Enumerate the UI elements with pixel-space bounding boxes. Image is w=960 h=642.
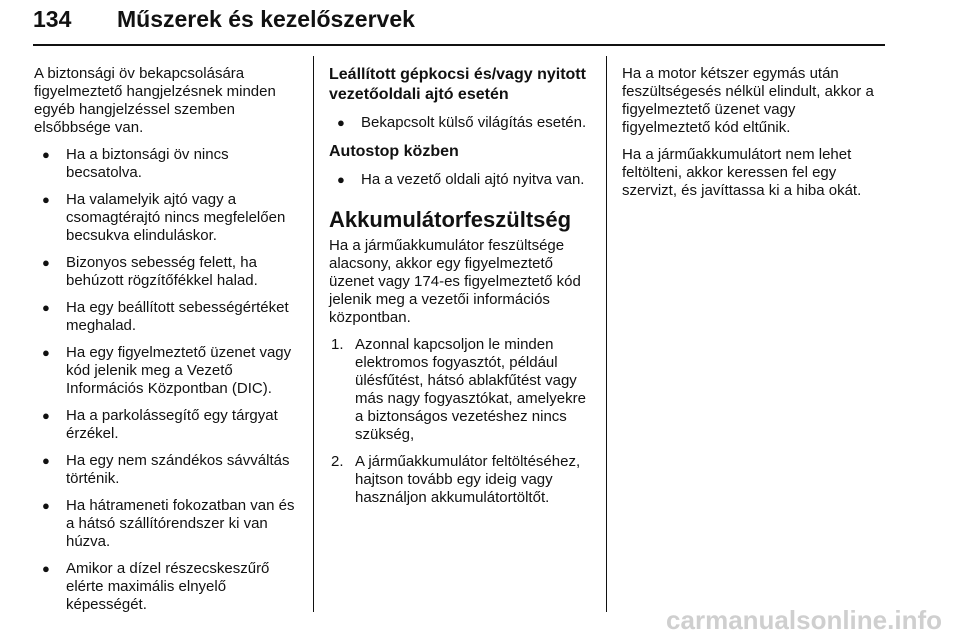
subheading-autostop: Autostop közben — [329, 143, 459, 160]
subheading-parked-vehicle: Leállított gépkocsi és/vagy nyitott vezetőoldali ajtó esetén — [329, 66, 586, 103]
step-text: Azonnal kapcsoljon le minden elektromos fogyasztót, például ülésfűtést, hátsó ablakfűtést vagy más nagy fogyasztókat, amelyekre a biztonságos vezetéshez nincs szükség, — [355, 336, 586, 443]
parked-vehicle-list — [329, 114, 597, 132]
section-title-battery-voltage: Akkumulátorfeszültség — [329, 207, 572, 232]
battery-paragraph: Ha a járműakkumulátor feszültsége alacsony, akkor egy figyelmeztető üzenet vagy 174-es figyelmeztető kód jelenik meg a vezetői információs központban. — [329, 237, 581, 326]
list-item: ● Ha a biztonsági öv nincs becsatolva. — [34, 146, 306, 182]
list-item: ● Ha hátrameneti fokozatban van és a hátsó szállítórendszer ki van húzva. — [34, 497, 306, 551]
list-item: ● Ha egy nem szándékos sávváltás történik. — [34, 452, 306, 488]
list-item: ● Ha egy figyelmeztető üzenet vagy kód jelenik meg a Vezető Információs Központban (DIC). — [34, 344, 306, 398]
battery-steps — [329, 336, 597, 507]
engine-start-paragraph: Ha a motor kétszer egymás után feszültségesés nélkül elindult, akkor a figyelmeztető üzenet vagy figyelmeztető kód eltűnik. — [622, 65, 874, 136]
intro-paragraph: A biztonsági öv bekapcsolására figyelmeztető hangjelzésnek minden egyéb hangjelzéssel szemben elsőbbsége van. — [34, 65, 276, 136]
step-number: 1. — [331, 336, 344, 353]
column-3 — [622, 65, 886, 209]
column-2 — [329, 65, 597, 516]
column-1 — [34, 65, 306, 623]
header-rule — [33, 44, 885, 46]
page-number: 134 — [33, 6, 72, 32]
step-item — [329, 453, 597, 507]
step-text: A járműakkumulátor feltöltéséhez, hajtson tovább egy ideig vagy használjon akkumulátortöltőt. — [355, 453, 581, 506]
seatbelt-warning-list — [34, 146, 306, 614]
column-divider-2 — [606, 56, 607, 612]
step-number: 2. — [331, 453, 344, 470]
list-item: ● Ha a vezető oldali ajtó nyitva van. — [329, 171, 597, 189]
list-item: ● Ha a parkolássegítő egy tárgyat érzékel. — [34, 407, 306, 443]
page-header — [33, 6, 885, 46]
list-item: ● Bizonyos sebesség felett, ha behúzott rögzítőfékkel halad. — [34, 254, 306, 290]
column-divider-1 — [313, 56, 314, 612]
list-item: ● Ha valamelyik ajtó vagy a csomagtérajtó nincs megfelelően becsukva elinduláskor. — [34, 191, 306, 245]
list-item: ● Amikor a dízel részecskeszűrő elérte maximális elnyelő képességét. — [34, 560, 306, 614]
step-item — [329, 336, 597, 444]
watermark: carmanualsonline.info — [666, 605, 942, 635]
list-item: ● Bekapcsolt külső világítás esetén. — [329, 114, 597, 132]
autostop-list — [329, 171, 597, 189]
list-item: ● Ha egy beállított sebességértéket meghalad. — [34, 299, 306, 335]
service-paragraph: Ha a járműakkumulátort nem lehet feltölteni, akkor keressen fel egy szervizt, és javíttassa ki a hiba okát. — [622, 146, 862, 199]
page-title: Műszerek és kezelőszervek — [117, 6, 415, 32]
